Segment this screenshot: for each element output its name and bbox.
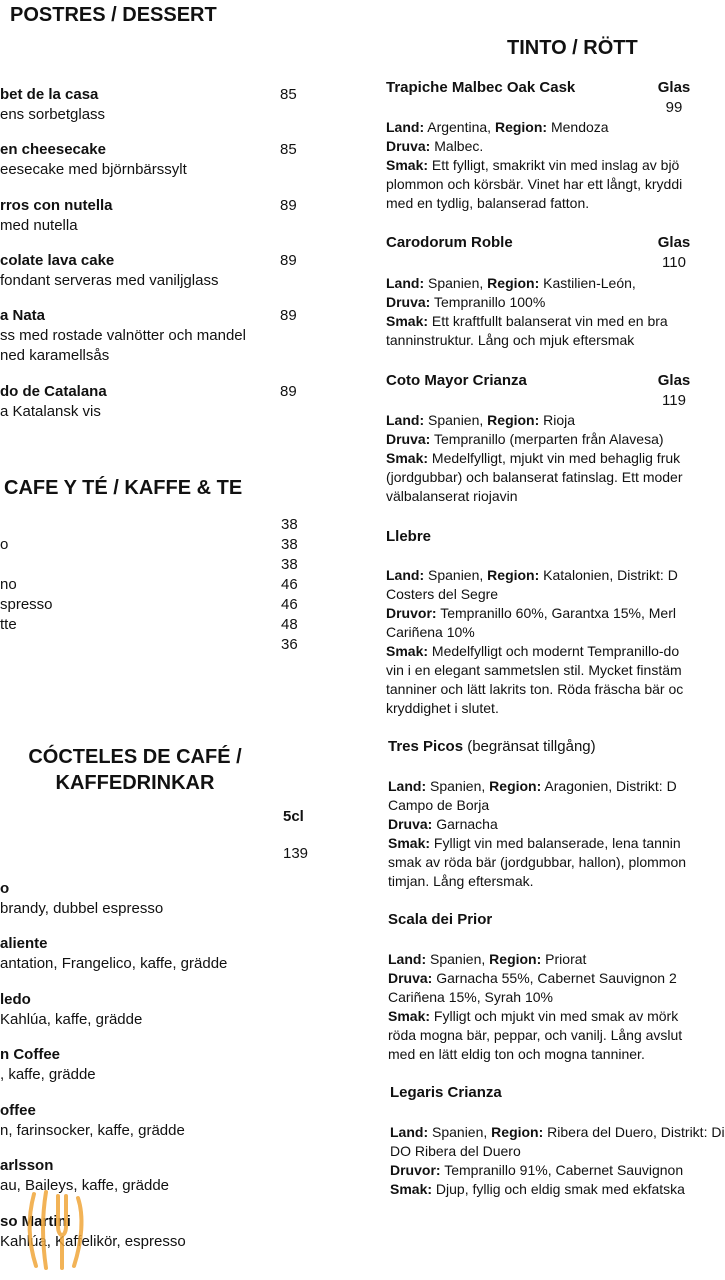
- cocteles-title-line-2: KAFFEDRINKAR: [55, 772, 215, 794]
- wine-name-line: [388, 738, 596, 755]
- coctel-name: so Martini: [0, 1213, 71, 1230]
- wine-smak-line: med en lätt eldig ton och mogna tanniner.: [388, 1046, 645, 1062]
- cafe-item-price: 36: [281, 636, 298, 653]
- coctel-desc: Kahlúa, kaffe, grädde: [0, 1011, 143, 1028]
- glas-label: Glas: [657, 79, 691, 96]
- cocteles-price: 139: [283, 845, 309, 862]
- coctel-name: ledo: [0, 991, 31, 1008]
- wine-region-line-2: DO Ribera del Duero: [390, 1143, 521, 1159]
- wine-smak-line: vin i en elegant sammetslen stil. Mycket finstäm: [386, 662, 682, 678]
- wine-name: Trapiche Malbec Oak Cask: [386, 79, 576, 96]
- dessert-item-desc: ens sorbetglass: [0, 106, 106, 123]
- wine-smak-line: Smak: Fylligt vin med balanserade, lena tannin: [388, 835, 681, 851]
- dessert-item-desc: med nutella: [0, 217, 78, 234]
- wine-note: (begränsat tillgång): [467, 738, 596, 755]
- wine-druva-line: Druva: Garnacha: [388, 816, 498, 832]
- cafe-item-label: no: [0, 576, 17, 593]
- wine-druva-line-2: Cariñena 15%, Syrah 10%: [388, 989, 553, 1005]
- cafe-item-label: tte: [0, 616, 17, 633]
- dessert-item-price: 89: [280, 252, 297, 269]
- cafe-item-price: 48: [281, 616, 298, 633]
- wine-name: Coto Mayor Crianza: [386, 372, 527, 389]
- wine-smak-line: Smak: Djup, fyllig och eldig smak med ekfatska: [390, 1181, 685, 1197]
- wine-smak-line: Smak: Ett fylligt, smakrikt vin med inslag av bjö: [386, 157, 680, 173]
- wine-smak-line: kryddighet i slutet.: [386, 700, 499, 716]
- wine-name: Carodorum Roble: [386, 234, 513, 251]
- coctel-desc: antation, Frangelico, kaffe, grädde: [0, 955, 228, 972]
- wine-smak-line: timjan. Lång eftersmak.: [388, 873, 534, 889]
- coctel-name: aliente: [0, 935, 48, 952]
- cafe-item-label: o: [0, 536, 9, 553]
- wine-smak-line: plommon och körsbär. Vinet har ett långt, kryddi: [386, 176, 683, 192]
- dessert-item-desc: fondant serveras med vaniljglass: [0, 272, 219, 289]
- dessert-item-desc-2: ned karamellsås: [0, 347, 110, 364]
- dessert-item-price: 89: [280, 307, 297, 324]
- wine-land-line: Land: Spanien, Region: Kastilien-León,: [386, 275, 636, 291]
- dessert-item-desc: ss med rostade valnötter och mandel: [0, 327, 246, 344]
- wine-smak-line: tanniner och lätt lakrits ton. Röda fräscha bär oc: [386, 681, 684, 697]
- cafe-title: CAFE Y TÉ / KAFFE & TE: [4, 477, 243, 499]
- wine-druvor-line: Druvor: Tempranillo 60%, Garantxa 15%, Merl: [386, 605, 676, 621]
- dessert-item-name: en cheesecake: [0, 141, 106, 158]
- dessert-item-name: rros con nutella: [0, 197, 113, 214]
- cafe-item-price: 46: [281, 596, 298, 613]
- wine-druva-line: Druva: Tempranillo (merparten från Alavesa): [386, 431, 664, 447]
- wine-smak-line: med en tydlig, balanserad fatton.: [386, 195, 590, 211]
- glas-label: Glas: [657, 372, 691, 389]
- cocteles-title-line-1: CÓCTELES DE CAFÉ /: [28, 746, 242, 768]
- tinto-title: TINTO / RÖTT: [507, 37, 638, 59]
- coctel-desc: brandy, dubbel espresso: [0, 900, 164, 917]
- wine-smak-line: Smak: Medelfylligt, mjukt vin med behaglig fruk: [386, 450, 681, 466]
- wine-name: Scala dei Prior: [388, 911, 493, 928]
- wine-smak-line: Smak: Ett kraftfullt balanserat vin med en bra: [386, 313, 668, 329]
- coctel-name: arlsson: [0, 1157, 54, 1174]
- glas-price: 119: [662, 392, 686, 409]
- dessert-item-price: 89: [280, 197, 297, 214]
- dessert-item-price: 89: [280, 383, 297, 400]
- wine-name: Legaris Crianza: [390, 1084, 502, 1101]
- cafe-item-price: 46: [281, 576, 298, 593]
- coctel-desc: au, Baileys, kaffe, grädde: [0, 1177, 169, 1194]
- dessert-item-name: bet de la casa: [0, 86, 99, 103]
- dessert-item-name: do de Catalana: [0, 383, 107, 400]
- wine-land-line: Land: Spanien, Region: Rioja: [386, 412, 576, 428]
- wine-smak-line: Smak: Medelfylligt och modernt Tempranillo-do: [386, 643, 680, 659]
- glas-label: Glas: [657, 234, 691, 251]
- glas-price: 99: [665, 99, 683, 116]
- wine-smak-line: välbalanserat riojavin: [386, 488, 518, 504]
- wine-druva-line: Druva: Tempranillo 100%: [386, 294, 546, 310]
- dessert-item-name: colate lava cake: [0, 252, 115, 269]
- wine-land-line: Land: Spanien, Region: Priorat: [388, 951, 587, 967]
- cafe-item-price: 38: [281, 556, 298, 573]
- dessert-title: POSTRES / DESSERT: [10, 4, 217, 26]
- wine-smak-line: tanninstruktur. Lång och mjuk eftersmak: [386, 332, 635, 348]
- wine-druva-line: Druva: Malbec.: [386, 138, 484, 154]
- dessert-item-desc: eesecake med björnbärssylt: [0, 161, 187, 178]
- cocteles-size: 5cl: [283, 808, 304, 825]
- cafe-item-price: 38: [281, 516, 298, 533]
- coctel-name: offee: [0, 1102, 36, 1119]
- dessert-item-desc: a Katalansk vis: [0, 403, 101, 420]
- wine-name: Tres Picos: [388, 738, 464, 755]
- coctel-name: o: [0, 880, 10, 897]
- wine-region-line-2: Costers del Segre: [386, 586, 499, 602]
- wine-land-line: Land: Spanien, Region: Aragonien, Distrikt: D: [388, 778, 677, 794]
- wine-smak-line: (jordgubbar) och balanserat fatinslag. Ett moder: [386, 469, 683, 485]
- wine-druvor-line-2: Cariñena 10%: [386, 624, 475, 640]
- wine-smak-line: Smak: Fylligt och mjukt vin med smak av mörk: [388, 1008, 679, 1024]
- coctel-desc: n, farinsocker, kaffe, grädde: [0, 1122, 185, 1139]
- wine-druva-line: Druva: Garnacha 55%, Cabernet Sauvignon 2: [388, 970, 677, 986]
- fork-logo-icon: [20, 1186, 90, 1272]
- coctel-name: n Coffee: [0, 1046, 60, 1063]
- wine-name: Llebre: [386, 528, 432, 545]
- cafe-item-price: 38: [281, 536, 298, 553]
- wine-region-line-2: Campo de Borja: [388, 797, 490, 813]
- wine-smak-line: smak av röda bär (jordgubbar, hallon), plommon: [388, 854, 687, 870]
- dessert-item-price: 85: [280, 141, 297, 158]
- wine-druvor-line: Druvor: Tempranillo 91%, Cabernet Sauvignon: [390, 1162, 684, 1178]
- coctel-desc: , kaffe, grädde: [0, 1066, 96, 1083]
- wine-land-line: Land: Spanien, Region: Ribera del Duero, Distrikt: Di: [390, 1124, 725, 1140]
- wine-smak-line: röda mogna bär, peppar, och vanilj. Lång avslut: [388, 1027, 683, 1043]
- dessert-item-name: a Nata: [0, 307, 46, 324]
- dessert-item-price: 85: [280, 86, 297, 103]
- wine-land-line: Land: Spanien, Region: Katalonien, Distrikt: D: [386, 567, 678, 583]
- cafe-item-label: spresso: [0, 596, 53, 613]
- wine-land-line: Land: Argentina, Region: Mendoza: [386, 119, 609, 135]
- coctel-desc: Kahlúa, Kaffelikör, espresso: [0, 1233, 186, 1250]
- glas-price: 110: [662, 254, 686, 271]
